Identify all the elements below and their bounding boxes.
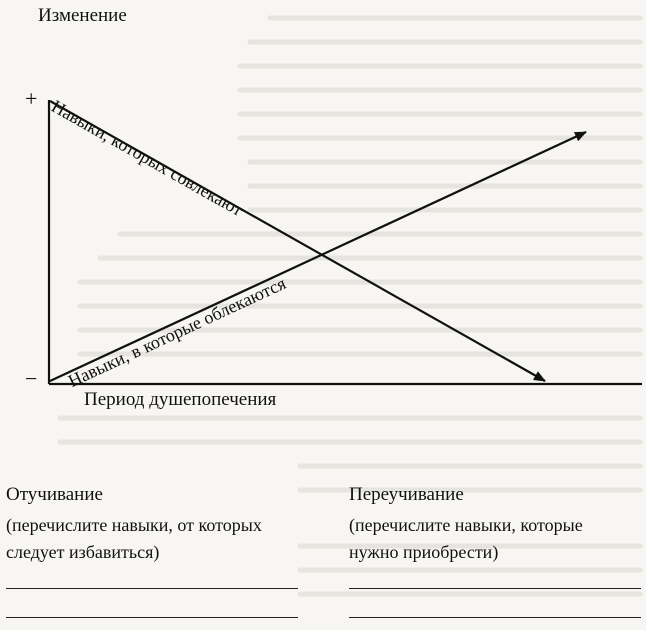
- x-axis-label: Период душепопечения: [84, 389, 277, 410]
- unlearning-instruction-2: следует избавиться): [6, 542, 160, 562]
- unlearning-write-line[interactable]: [6, 617, 298, 618]
- y-axis-label: Изменение: [38, 5, 127, 26]
- relearning-write-line[interactable]: [349, 588, 641, 589]
- plus-sign: +: [25, 86, 38, 111]
- relearning-instruction-2: нужно приобрести): [349, 542, 499, 562]
- unlearning-section: [6, 484, 306, 618]
- relearning-instruction-1: (перечислите навыки, которые: [349, 515, 583, 535]
- unlearning-write-line[interactable]: [6, 588, 298, 589]
- put-off-line-label: Навыки, которых совлекают: [48, 96, 247, 221]
- relearning-title: Переучивание: [349, 484, 464, 505]
- relearning-section: [349, 484, 646, 618]
- unlearning-title: Отучивание: [6, 484, 103, 505]
- minus-sign: −: [25, 366, 38, 391]
- put-on-line-label: Навыки, в которые облекаются: [65, 273, 289, 392]
- relearning-write-line[interactable]: [349, 617, 641, 618]
- unlearning-instruction-1: (перечислите навыки, от которых: [6, 515, 262, 535]
